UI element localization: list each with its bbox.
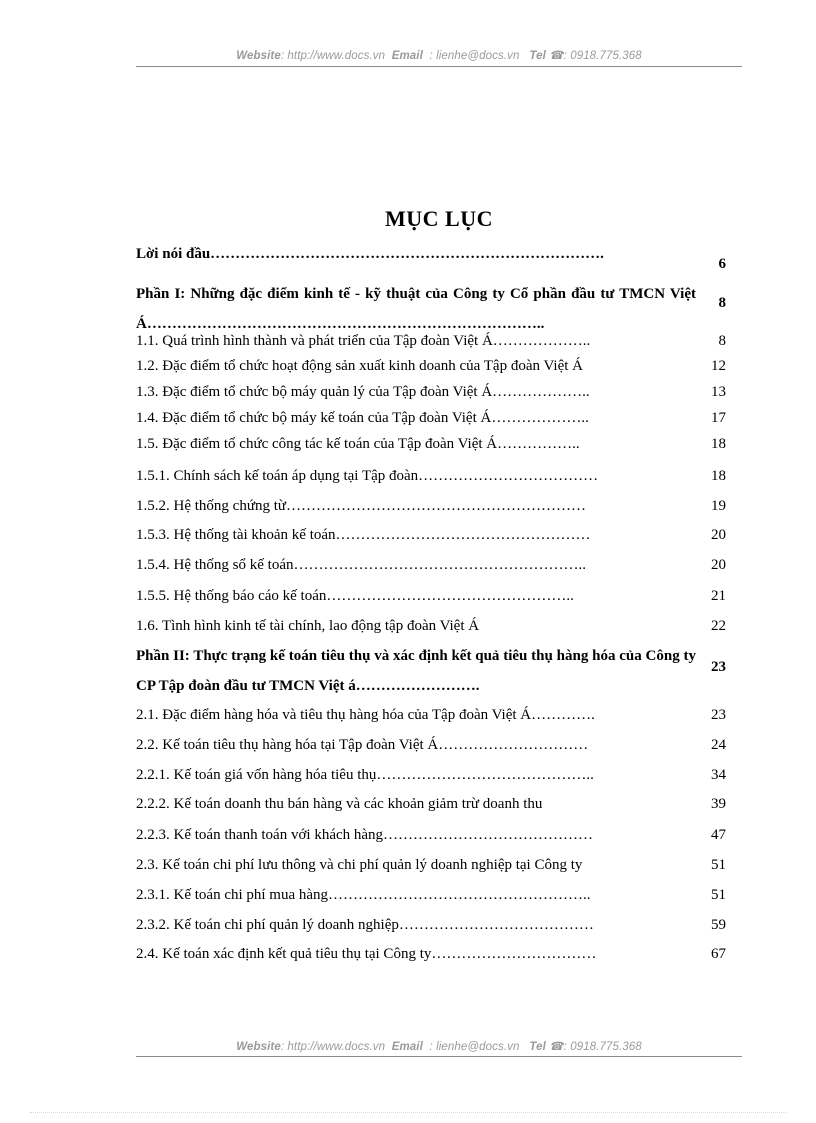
phone-icon: ☎ [549, 50, 564, 62]
header-divider [136, 66, 742, 67]
toc-entry-page: 19 [711, 498, 726, 514]
toc-entry-page: 8 [718, 333, 726, 349]
toc-entry-page: 51 [711, 887, 726, 903]
header-website-url: : http://www.docs.vn [280, 50, 386, 62]
toc-entry-page: 34 [711, 767, 726, 783]
toc-entry-title: 2.3.2. Kế toán chi phí quản lý doanh nghiệp………………………………… [136, 917, 594, 933]
toc-entry-title: 1.5. Đặc điểm tổ chức công tác kế toán của Tập đoàn Việt Á…………….. [136, 436, 580, 452]
toc-entry-page: 67 [711, 946, 726, 962]
page-title: MỤC LỤC [385, 206, 493, 231]
toc-entry-page: 8 [718, 295, 726, 311]
header-email-address: : lienhe@docs.vn [429, 50, 520, 62]
toc-entry-page: 39 [711, 796, 726, 812]
footer-tel-number: : 0918.775.368 [563, 1041, 642, 1053]
footer-website-url: : http://www.docs.vn [280, 1041, 386, 1053]
toc-entry-title: 1.6. Tình hình kinh tế tài chính, lao động tập đoàn Việt Á [136, 618, 480, 634]
toc-entry-title: 1.5.5. Hệ thống báo cáo kế toán………………………………………….. [136, 588, 574, 604]
toc-entry-page: 18 [711, 468, 726, 484]
toc-entry-page: 23 [711, 659, 726, 675]
toc-entry-title: 2.4. Kế toán xác định kết quả tiêu thụ tại Công ty…………………………… [136, 946, 597, 962]
toc-entry-page: 51 [711, 857, 726, 873]
toc-entry-title: 1.1. Quá trình hình thành và phát triển của Tập đoàn Việt Á……………….. [136, 333, 591, 349]
toc-entry-title: 1.4. Đặc điểm tổ chức bộ máy kế toán của Tập đoàn Việt Á……………….. [136, 410, 589, 426]
page-footer [136, 1039, 742, 1053]
toc-entry-page: 13 [711, 384, 726, 400]
toc-entry-page: 18 [711, 436, 726, 452]
header-email-label: Email [391, 50, 423, 62]
toc-entry-title: 2.1. Đặc điểm hàng hóa và tiêu thụ hàng hóa của Tập đoàn Việt Á…………. [136, 707, 595, 723]
toc-entry-title: 2.2.2. Kế toán doanh thu bán hàng và các khoản giảm trừ doanh thu [136, 796, 543, 812]
footer-email-address: : lienhe@docs.vn [429, 1041, 520, 1053]
toc-entry-title: 2.3.1. Kế toán chi phí mua hàng…………………………………………….. [136, 887, 591, 903]
toc-entry-title: 1.3. Đặc điểm tổ chức bộ máy quản lý của Tập đoàn Việt Á……………….. [136, 384, 590, 400]
toc-entry-title: 2.2. Kế toán tiêu thụ hàng hóa tại Tập đoàn Việt Á………………………… [136, 737, 589, 753]
toc-entry-title: Phần II: Thực trạng kế toán tiêu thụ và xác định kết quả tiêu thụ hàng hóa của Công ty CP Tập đoàn đầu tư TMCN Việt á……………………. [136, 648, 696, 694]
header-tel-label: Tel [529, 50, 546, 62]
footer-email-label: Email [391, 1041, 423, 1053]
toc-entry-page: 17 [711, 410, 726, 426]
toc-entry-title: 2.3. Kế toán chi phí lưu thông và chi phí quản lý doanh nghiệp tại Công ty [136, 857, 583, 873]
footer-tel-label: Tel [529, 1041, 546, 1053]
toc-entry-page: 6 [718, 256, 726, 272]
toc-entry-page: 22 [711, 618, 726, 634]
toc-entry-page: 20 [711, 557, 726, 573]
toc-entry-page: 21 [711, 588, 726, 604]
toc-entry-title: 1.5.3. Hệ thống tài khoản kế toán…………………………………………… [136, 527, 591, 543]
footer-website-label: Website [236, 1041, 281, 1053]
toc-entry-title: 1.5.1. Chính sách kế toán áp dụng tại Tập đoàn……………………………… [136, 468, 599, 484]
toc-entry-title: 1.2. Đặc điểm tổ chức hoạt động sản xuất kinh doanh của Tập đoàn Việt Á [136, 358, 583, 374]
footer-divider [136, 1056, 742, 1057]
toc-entry-page: 47 [711, 827, 726, 843]
toc-entry-title: 2.2.3. Kế toán thanh toán với khách hàng…………………………………… [136, 827, 594, 843]
toc-entry-page: 24 [711, 737, 726, 753]
page-header [136, 48, 742, 62]
header-website-label: Website [236, 50, 281, 62]
toc-entry-page: 59 [711, 917, 726, 933]
toc-entry-page: 20 [711, 527, 726, 543]
toc-entry-title: 1.5.2. Hệ thống chứng từ…………………………………………………… [136, 498, 586, 514]
toc-entry-page: 23 [711, 707, 726, 723]
toc-entry-title: Phần I: Những đặc điểm kinh tế - kỹ thuật của Công ty Cổ phần đầu tư TMCN Việt Á…………………………………………………………………….. [136, 286, 696, 332]
toc-entry-title: 2.2.1. Kế toán giá vốn hàng hóa tiêu thụ…………………………………….. [136, 767, 594, 783]
toc-entry-title: 1.5.4. Hệ thống sổ kế toán………………………………………………….. [136, 557, 586, 573]
header-tel-number: : 0918.775.368 [563, 50, 642, 62]
toc-entry-title: Lời nói đầu……………………………………………………………………. [136, 246, 604, 262]
phone-icon: ☎ [549, 1041, 564, 1053]
toc-entry-page: 12 [711, 358, 726, 374]
page-bottom-dotted-line [30, 1112, 786, 1113]
